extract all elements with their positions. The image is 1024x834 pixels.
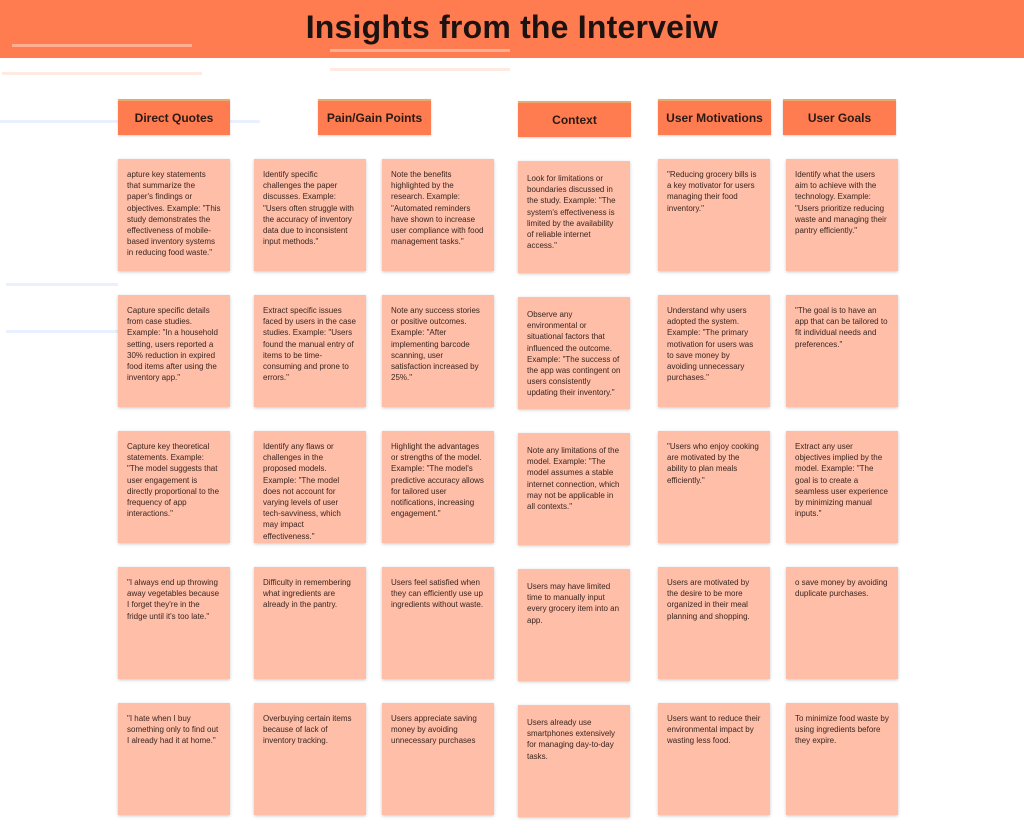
sticky-note: Highlight the advantages or strengths of the model. Example: "The model's predictive accuracy allows for tailored user notifications, increasing engagement." <box>382 431 494 543</box>
sticky-note: Users may have limited time to manually input every grocery item into an app. <box>518 569 630 681</box>
sticky-note: Identify specific challenges the paper discusses. Example: "Users often struggle with the accuracy of inventory data due to inconsistent input methods." <box>254 159 366 271</box>
sticky-note: Difficulty in remembering what ingredients are already in the pantry. <box>254 567 366 679</box>
column-header-user-motivations: User Motivations <box>658 99 771 135</box>
sticky-note: Overbuying certain items because of lack of inventory tracking. <box>254 703 366 815</box>
board-title: Insights from the Interveiw <box>305 9 719 45</box>
ghost-mark <box>12 44 192 47</box>
ghost-mark <box>6 283 118 286</box>
sticky-note: Extract any user objectives implied by the model. Example: "The goal is to create a seamless user experience by minimizing manual inputs." <box>786 431 898 543</box>
sticky-note: "Users who enjoy cooking are motivated by the ability to plan meals efficiently." <box>658 431 770 543</box>
sticky-note: Understand why users adopted the system. Example: "The primary motivation for users was to save money by avoiding unnecessary purchases." <box>658 295 770 407</box>
sticky-note: Capture specific details from case studies. Example: "In a household setting, users reported a 30% reduction in expired food items after using the inventory app." <box>118 295 230 407</box>
sticky-note: Identify what the users aim to achieve with the technology. Example: "Users prioritize reducing waste and managing their pantry efficiently." <box>786 159 898 271</box>
ghost-mark <box>6 330 118 333</box>
sticky-note: Note any success stories or positive outcomes. Example: "After implementing barcode scanning, user satisfaction increased by 25%." <box>382 295 494 407</box>
sticky-note: "I always end up throwing away vegetables because I forget they're in the fridge until it's too late." <box>118 567 230 679</box>
sticky-note: "The goal is to have an app that can be tailored to fit individual needs and preferences." <box>786 295 898 407</box>
sticky-note: Users are motivated by the desire to be more organized in their meal planning and shopping. <box>658 567 770 679</box>
sticky-note: To minimize food waste by using ingredients before they expire. <box>786 703 898 815</box>
sticky-note: Capture key theoretical statements. Example: "The model suggests that user engagement is directly proportional to the frequency of app interactions." <box>118 431 230 543</box>
sticky-note: o save money by avoiding duplicate purchases. <box>786 567 898 679</box>
ghost-mark <box>330 49 510 52</box>
ghost-mark <box>2 72 202 75</box>
sticky-note: Extract specific issues faced by users in the case studies. Example: "Users found the manual entry of items to be time-consuming and prone to errors." <box>254 295 366 407</box>
sticky-note: Observe any environmental or situational factors that influenced the outcome. Example: "The success of the app was contingent on users consistently updating their inventory." <box>518 297 630 409</box>
sticky-note: Note any limitations of the model. Example: "The model assumes a stable internet connection, which may not be applicable in all contexts." <box>518 433 630 545</box>
sticky-note: Note the benefits highlighted by the research. Example: "Automated reminders have shown to increase user compliance with food management tasks." <box>382 159 494 271</box>
sticky-note: "I hate when I buy something only to find out I already had it at home." <box>118 703 230 815</box>
column-header-pain-gain-points: Pain/Gain Points <box>318 99 431 135</box>
sticky-note: Users appreciate saving money by avoiding unnecessary purchases <box>382 703 494 815</box>
sticky-note: Look for limitations or boundaries discussed in the study. Example: "The system's effectiveness is limited by the availability of reliable internet access." <box>518 161 630 273</box>
column-header-direct-quotes: Direct Quotes <box>118 99 230 135</box>
ghost-mark <box>330 68 510 71</box>
sticky-note: Users feel satisfied when they can efficiently use up ingredients without waste. <box>382 567 494 679</box>
sticky-note: Users want to reduce their environmental impact by wasting less food. <box>658 703 770 815</box>
sticky-note: "Reducing grocery bills is a key motivator for users managing their food inventory." <box>658 159 770 271</box>
sticky-note: Users already use smartphones extensively for managing day-to-day tasks. <box>518 705 630 817</box>
column-header-user-goals: User Goals <box>783 99 896 135</box>
sticky-note: Identify any flaws or challenges in the proposed models. Example: "The model does not account for varying levels of user tech-savviness, which may impact effectiveness." <box>254 431 366 543</box>
column-header-context: Context <box>518 101 631 137</box>
sticky-note: apture key statements that summarize the paper's findings or objectives. Example: "This study demonstrates the effectiveness of mobile-based inventory systems in reducing food waste." <box>118 159 230 271</box>
